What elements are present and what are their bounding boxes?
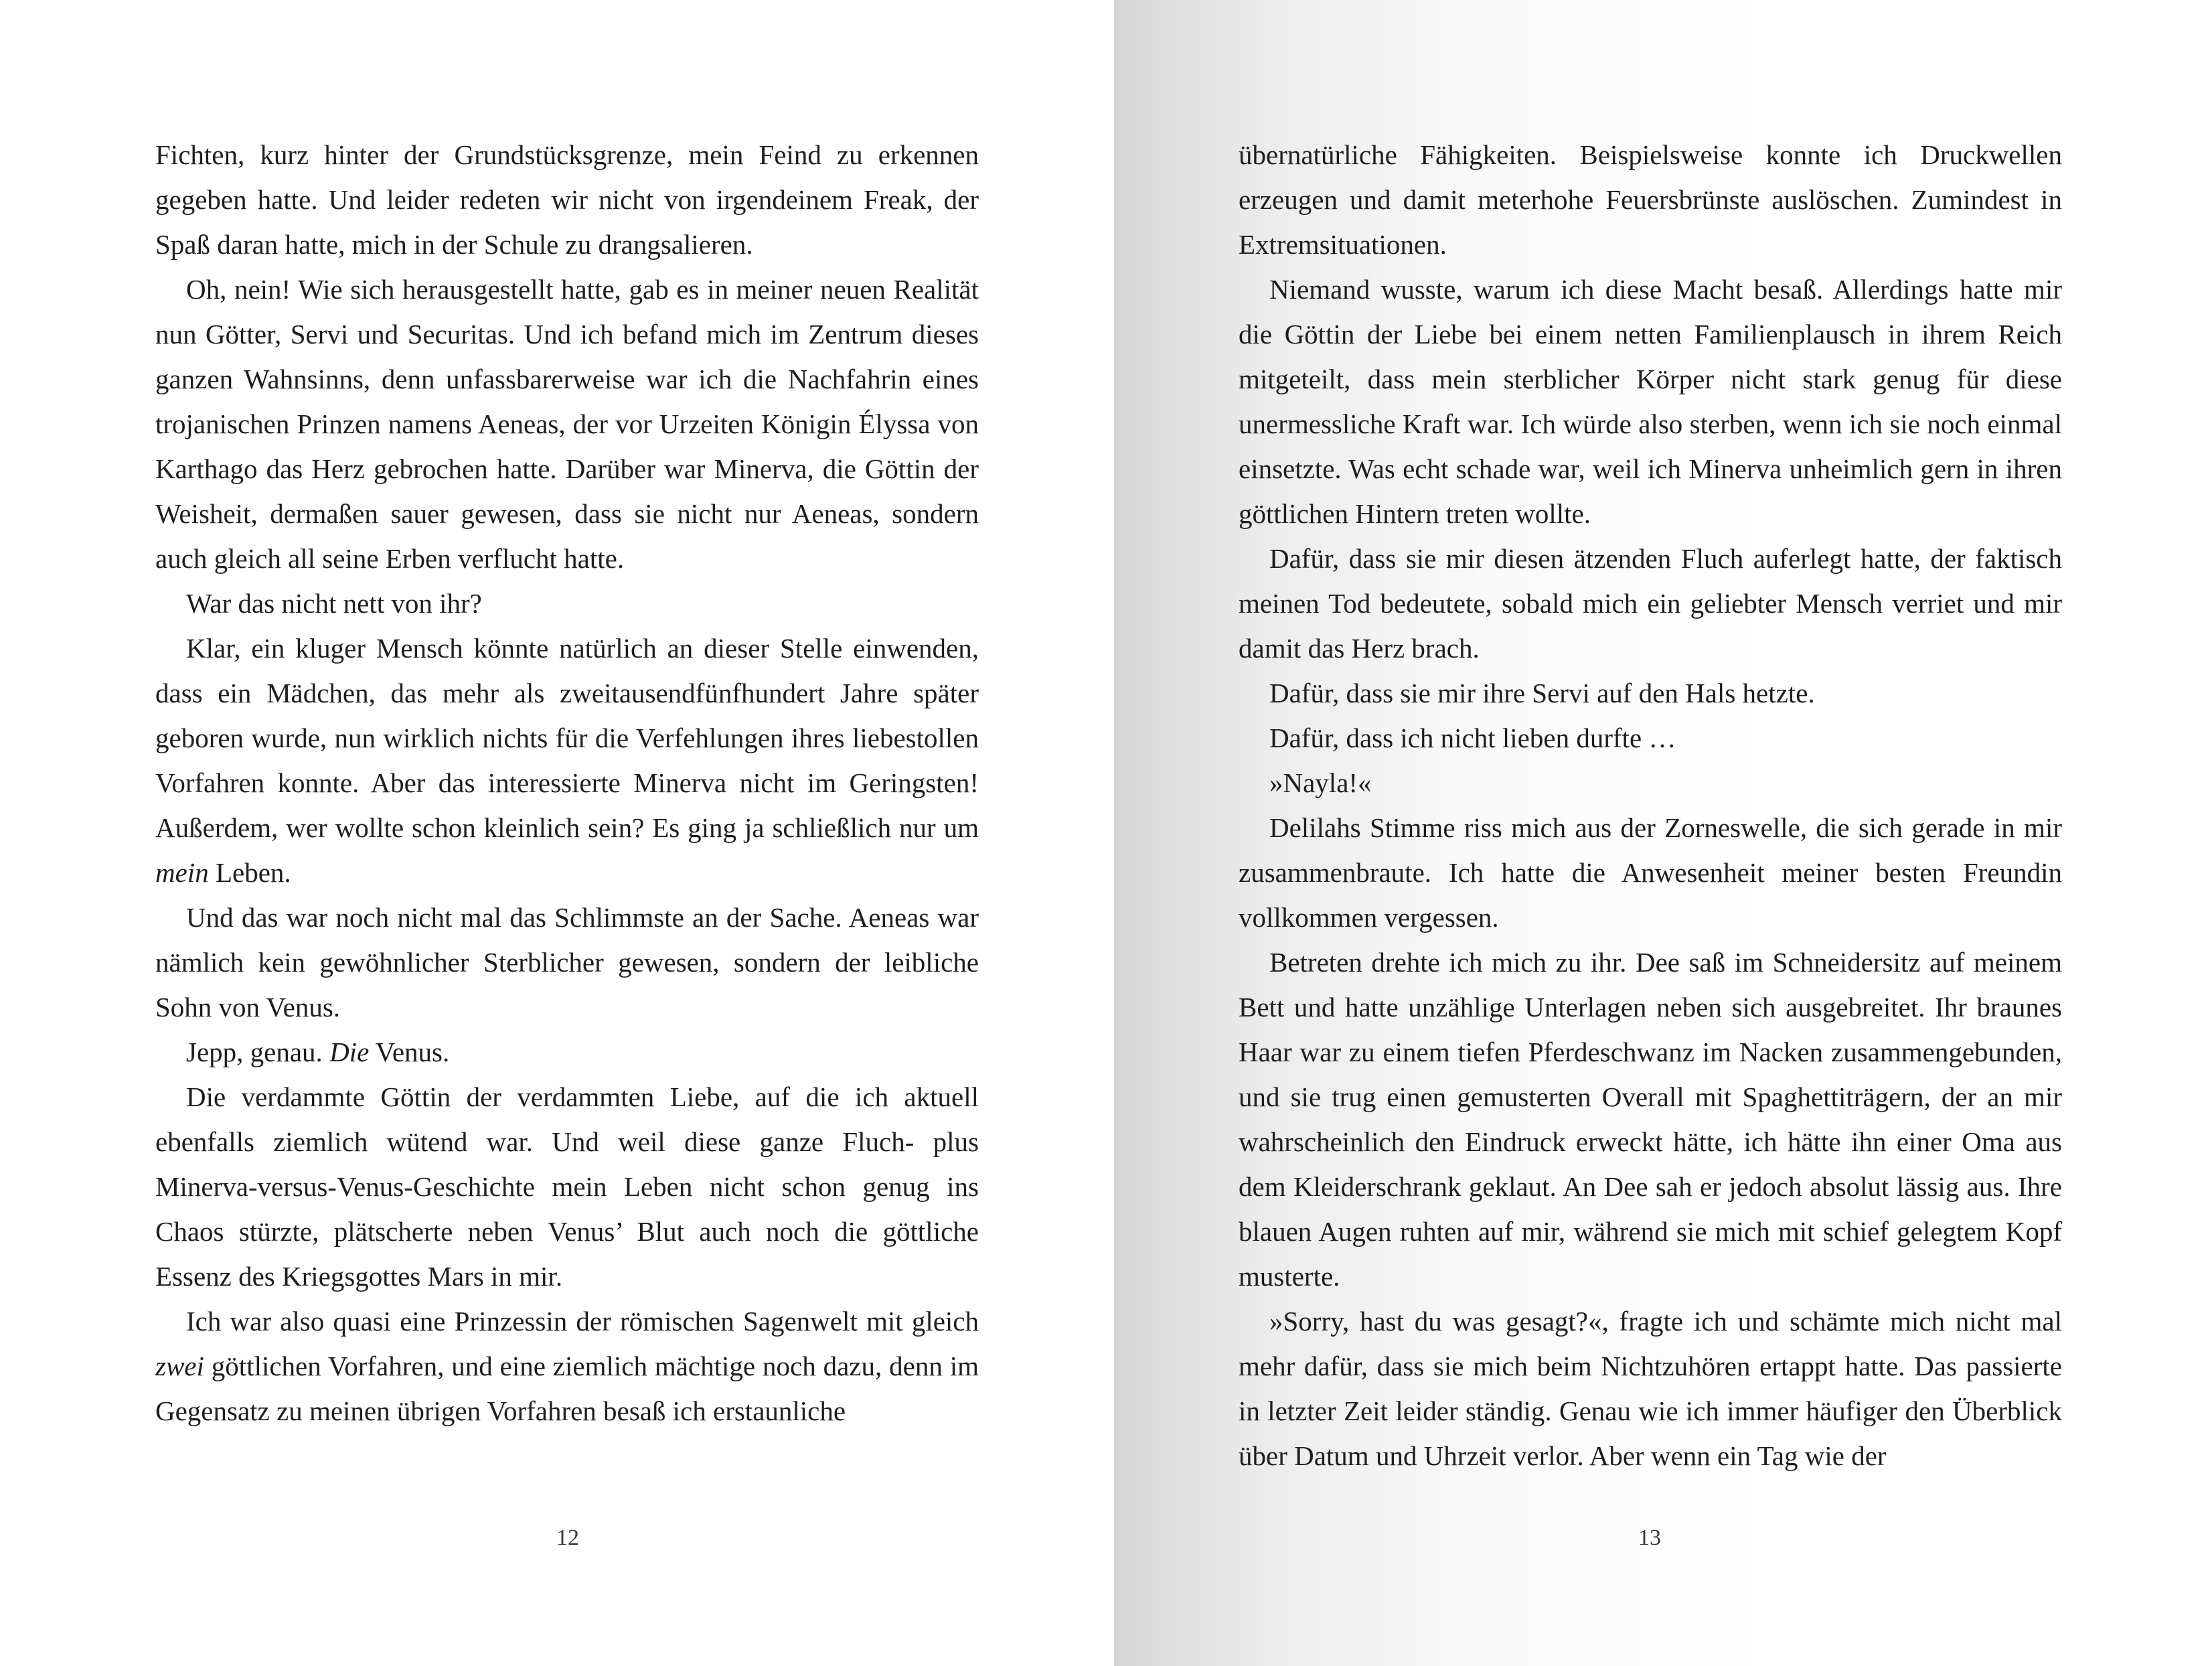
- paragraph: [1239, 716, 2062, 761]
- page-number: 13: [1638, 1525, 1661, 1550]
- text-run: Dafür, dass sie mir diesen ätzenden Fluch auferlegt hatte, der faktisch meinen Tod bedeutete, sobald mich ein geliebter Mensch verriet und mir damit das Herz brach.: [1239, 543, 2062, 664]
- paragraph: [155, 1299, 979, 1434]
- text-run: Betreten drehte ich mich zu ihr. Dee saß im Schneidersitz auf meinem Bett und hatte unzählige Unterlagen neben sich ausgebreitet. Ihr braunes Haar war zu einem tiefen Pferdeschwanz im Nacken zusammengebunden, und sie trug einen gemusterten Overall mit Spaghettiträgern, der an mir wahrscheinlich den Eindruck erweckt hätte, ich hätte ihn einer Oma aus dem Kleiderschrank geklaut. An Dee sah er jedoch absolut lässig aus. Ihre blauen Augen ruhten auf mir, während sie mich mit schief gelegtem Kopf musterte.: [1239, 947, 2062, 1292]
- emphasis-text: Die: [329, 1037, 370, 1067]
- text-run: Jepp, genau.: [186, 1037, 330, 1067]
- paragraph: [155, 133, 979, 267]
- text-run: Ich war also quasi eine Prinzessin der römischen Sagenwelt mit gleich: [186, 1306, 979, 1337]
- left-page-text: [155, 133, 979, 1434]
- text-run: Fichten, kurz hinter der Grundstücksgrenze, mein Feind zu erkennen gegeben hatte. Und leider redeten wir nicht von irgendeinem Freak, der Spaß daran hatte, mich in der Schule zu drangsalieren.: [155, 139, 979, 260]
- text-run: War das nicht nett von ihr?: [186, 588, 482, 619]
- paragraph: [1239, 133, 2062, 267]
- paragraph: [1239, 761, 2062, 806]
- paragraph: [155, 1030, 979, 1075]
- text-run: »Nayla!«: [1269, 767, 1372, 798]
- page-number: 12: [556, 1525, 579, 1550]
- text-run: Niemand wusste, warum ich diese Macht besaß. Allerdings hatte mir die Göttin der Liebe bei einem netten Familienplausch in ihrem Reich mitgeteilt, dass mein sterblicher Körper nicht stark genug für diese unermessliche Kraft war. Ich würde also sterben, wenn ich sie noch einmal einsetzte. Was echt schade war, weil ich Minerva unheimlich gern in ihren göttlichen Hintern treten wollte.: [1239, 274, 2062, 529]
- paragraph: [1239, 1299, 2062, 1479]
- text-run: Delilahs Stimme riss mich aus der Zorneswelle, die sich gerade in mir zusammenbraute. Ich hatte die Anwesenheit meiner besten Freundin vollkommen vergessen.: [1239, 812, 2062, 933]
- paragraph: [155, 1075, 979, 1299]
- paragraph: [1239, 806, 2062, 940]
- paragraph: [155, 626, 979, 895]
- text-run: Oh, nein! Wie sich herausgestellt hatte, gab es in meiner neuen Realität nun Götter, Servi und Securitas. Und ich befand mich im Zentrum dieses ganzen Wahnsinns, denn unfassbarerweise war ich die Nachfahrin eines trojanischen Prinzen namens Aeneas, der vor Urzeiten Königin Élyssa von Karthago das Herz gebrochen hatte. Darüber war Minerva, die Göttin der Weisheit, dermaßen sauer gewesen, dass sie nicht nur Aeneas, sondern auch gleich all seine Erben verflucht hatte.: [155, 274, 979, 574]
- paragraph: [1239, 671, 2062, 716]
- paragraph: [155, 895, 979, 1030]
- right-page-text: [1239, 133, 2062, 1479]
- text-run: Dafür, dass ich nicht lieben durfte …: [1269, 723, 1676, 753]
- emphasis-text: mein: [155, 857, 209, 888]
- paragraph: [1239, 267, 2062, 536]
- text-run: Leben.: [208, 857, 291, 888]
- text-run: Dafür, dass sie mir ihre Servi auf den Hals hetzte.: [1269, 678, 1815, 708]
- text-run: Die verdammte Göttin der verdammten Liebe, auf die ich aktuell ebenfalls ziemlich wütend war. Und weil diese ganze Fluch- plus Minerva-versus-Venus-Geschichte mein Leben nicht schon genug ins Chaos stürzte, plätscherte neben Venus’ Blut auch noch die göttliche Essenz des Kriegsgottes Mars in mir.: [155, 1081, 979, 1292]
- text-run: übernatürliche Fähigkeiten. Beispielsweise konnte ich Druckwellen erzeugen und damit meterhohe Feuersbrünste auslöschen. Zumindest in Extremsituationen.: [1239, 139, 2062, 260]
- paragraph: [1239, 940, 2062, 1299]
- emphasis-text: zwei: [155, 1351, 204, 1381]
- text-run: Venus.: [369, 1037, 450, 1067]
- paragraph: [155, 581, 979, 626]
- paragraph: [1239, 536, 2062, 671]
- right-page: [1114, 0, 2212, 1666]
- text-run: »Sorry, hast du was gesagt?«, fragte ich und schämte mich nicht mal mehr dafür, dass sie mich beim Nichtzuhören ertappt hatte. Das passierte in letzter Zeit leider ständig. Genau wie ich immer häufiger den Überblick über Datum und Uhrzeit verlor. Aber wenn ein Tag wie der: [1239, 1306, 2062, 1471]
- text-run: Klar, ein kluger Mensch könnte natürlich an dieser Stelle einwenden, dass ein Mädchen, das mehr als zweitausendfünfhundert Jahre später geboren wurde, nun wirklich nichts für die Verfehlungen ihres liebestollen Vorfahren konnte. Aber das interessierte Minerva nicht im Geringsten! Außerdem, wer wollte schon kleinlich sein? Es ging ja schließlich nur um: [155, 633, 979, 843]
- paragraph: [155, 267, 979, 581]
- text-run: Und das war noch nicht mal das Schlimmste an der Sache. Aeneas war nämlich kein gewöhnlicher Sterblicher gewesen, sondern der leibliche Sohn von Venus.: [155, 902, 979, 1023]
- text-run: göttlichen Vorfahren, und eine ziemlich mächtige noch dazu, denn im Gegensatz zu meinen übrigen Vorfahren besaß ich erstaunliche: [155, 1351, 979, 1426]
